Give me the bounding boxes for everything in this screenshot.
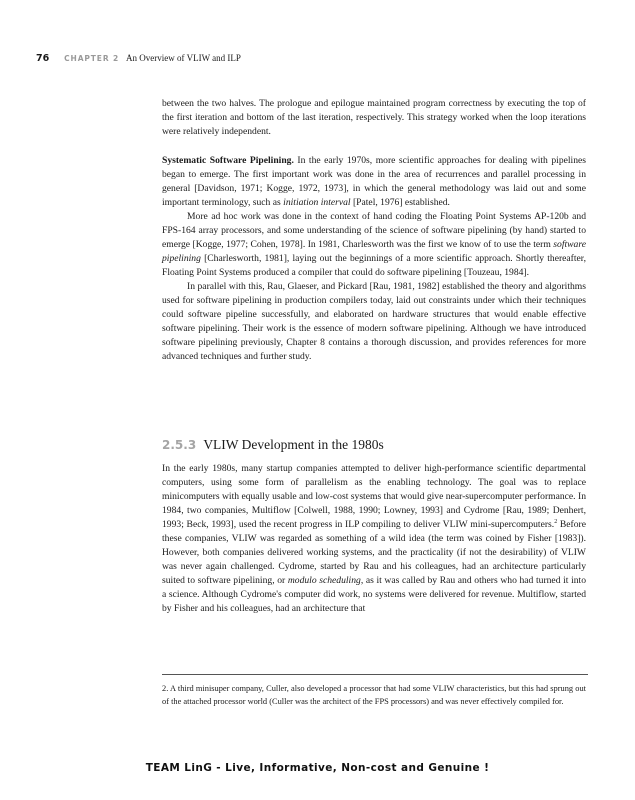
section-title: VLIW Development in the 1980s xyxy=(203,437,384,452)
paragraph-3: More ad hoc work was done in the context of hand coding the Floating Point Systems AP-120b and FPS-164 array processors, and some understanding of the science of software pipelining (by hand) started to emerge [Kogge, 1977; Cohen, 1978]. In 1981, Charlesworth was the first we know of to use the term software pipelining [Charlesworth, 1981], laying out the beginnings of a more scientific approach. Shortly thereafter, Floating Point Systems produced a compiler that could do software pipelining [Touzeau, 1984]. xyxy=(162,211,586,278)
running-title: An Overview of VLIW and ILP xyxy=(126,53,241,63)
page-number: 76 xyxy=(36,53,50,64)
paragraph-5: In the early 1980s, many startup companies attempted to deliver high-performance scientific departmental computers, using some form of parallelism as the enabling technology. The goal was to replace minicomputers with equally usable and low-cost systems that would give near-supercomputer performance. In 1984, two companies, Multiflow [Colwell, 1988, 1990; Lowney, 1993] and Cydrome [Rau, 1989; Denhert, 1993; Beck, 1993], used the recent progress in ILP compiling to deliver VLIW mini-supercomputers.$^2$ Before these companies, VLIW was regarded as something of a wild idea (the term was coined by Fisher [1983]). However, both companies delivered working systems, and the practicality (if not the desirability) of VLIW was never again challenged. Cydrome, started by Rau and his colleagues, had an architecture particularly suited to software pipelining, or modulo scheduling, as it was called by Rau and others who had turned it into a science. Although Cydrome's computer did work, no systems were delivered for revenue. Multiflow, started by Fisher and his colleagues, had an architecture that xyxy=(162,463,586,614)
chapter-label: CHAPTER 2 xyxy=(64,54,120,63)
paragraph-1-block xyxy=(162,97,586,139)
footnote-marker: 2 xyxy=(554,518,558,525)
paragraph-4: In parallel with this, Rau, Glaeser, and Pickard [Rau, 1981, 1982] established the theory and algorithms used for software pipelining in production compilers today, laid out constraints under which their techniques could software pipeline successfully, and elaborated on hardware structures that would enable effective software pipelining. Their work is the essence of modern software pipelining. Although we have introduced software pipelining previously, Chapter 8 contains a thorough discussion, and provides references for more advanced techniques and further study. xyxy=(162,281,586,362)
section-text xyxy=(162,462,586,616)
emphasis-term: software pipelining xyxy=(162,239,586,264)
run-in-heading: Systematic Software Pipelining. xyxy=(162,155,294,166)
paragraph-1: between the two halves. The prologue and epilogue maintained program correctness by executing the top of the first iteration and bottom of the last iteration, respectively. This strategy worked when the loop iterations were relatively independent. xyxy=(162,98,586,137)
section-number: 2.5.3 xyxy=(162,438,197,452)
running-header xyxy=(36,53,241,64)
footer-banner: TEAM LinG - Live, Informative, Non-cost and Genuine ! xyxy=(145,762,490,774)
text-column xyxy=(162,154,586,364)
footnote: 2. A third minisuper company, Culler, also developed a processor that had some VLIW characteristics, but this had sprung out of the attached processor world (Culler was the architect of the FPS processors) and was never effectively compiled for. xyxy=(162,684,586,706)
section-heading xyxy=(162,437,586,453)
emphasis-term: initiation interval xyxy=(283,197,351,208)
emphasis-term: modulo scheduling xyxy=(287,575,361,586)
footnote-divider xyxy=(162,674,588,675)
paragraph-2: Systematic Software Pipelining. In the early 1970s, more scientific approaches for dealing with pipelines began to emerge. The first important work was done in the area of recurrences and parallel processing in general [Davidson, 1971; Kogge, 1972, 1973], in which the general methodology was laid out and some important terminology, such as initiation interval [Patel, 1976] established. xyxy=(162,155,586,208)
